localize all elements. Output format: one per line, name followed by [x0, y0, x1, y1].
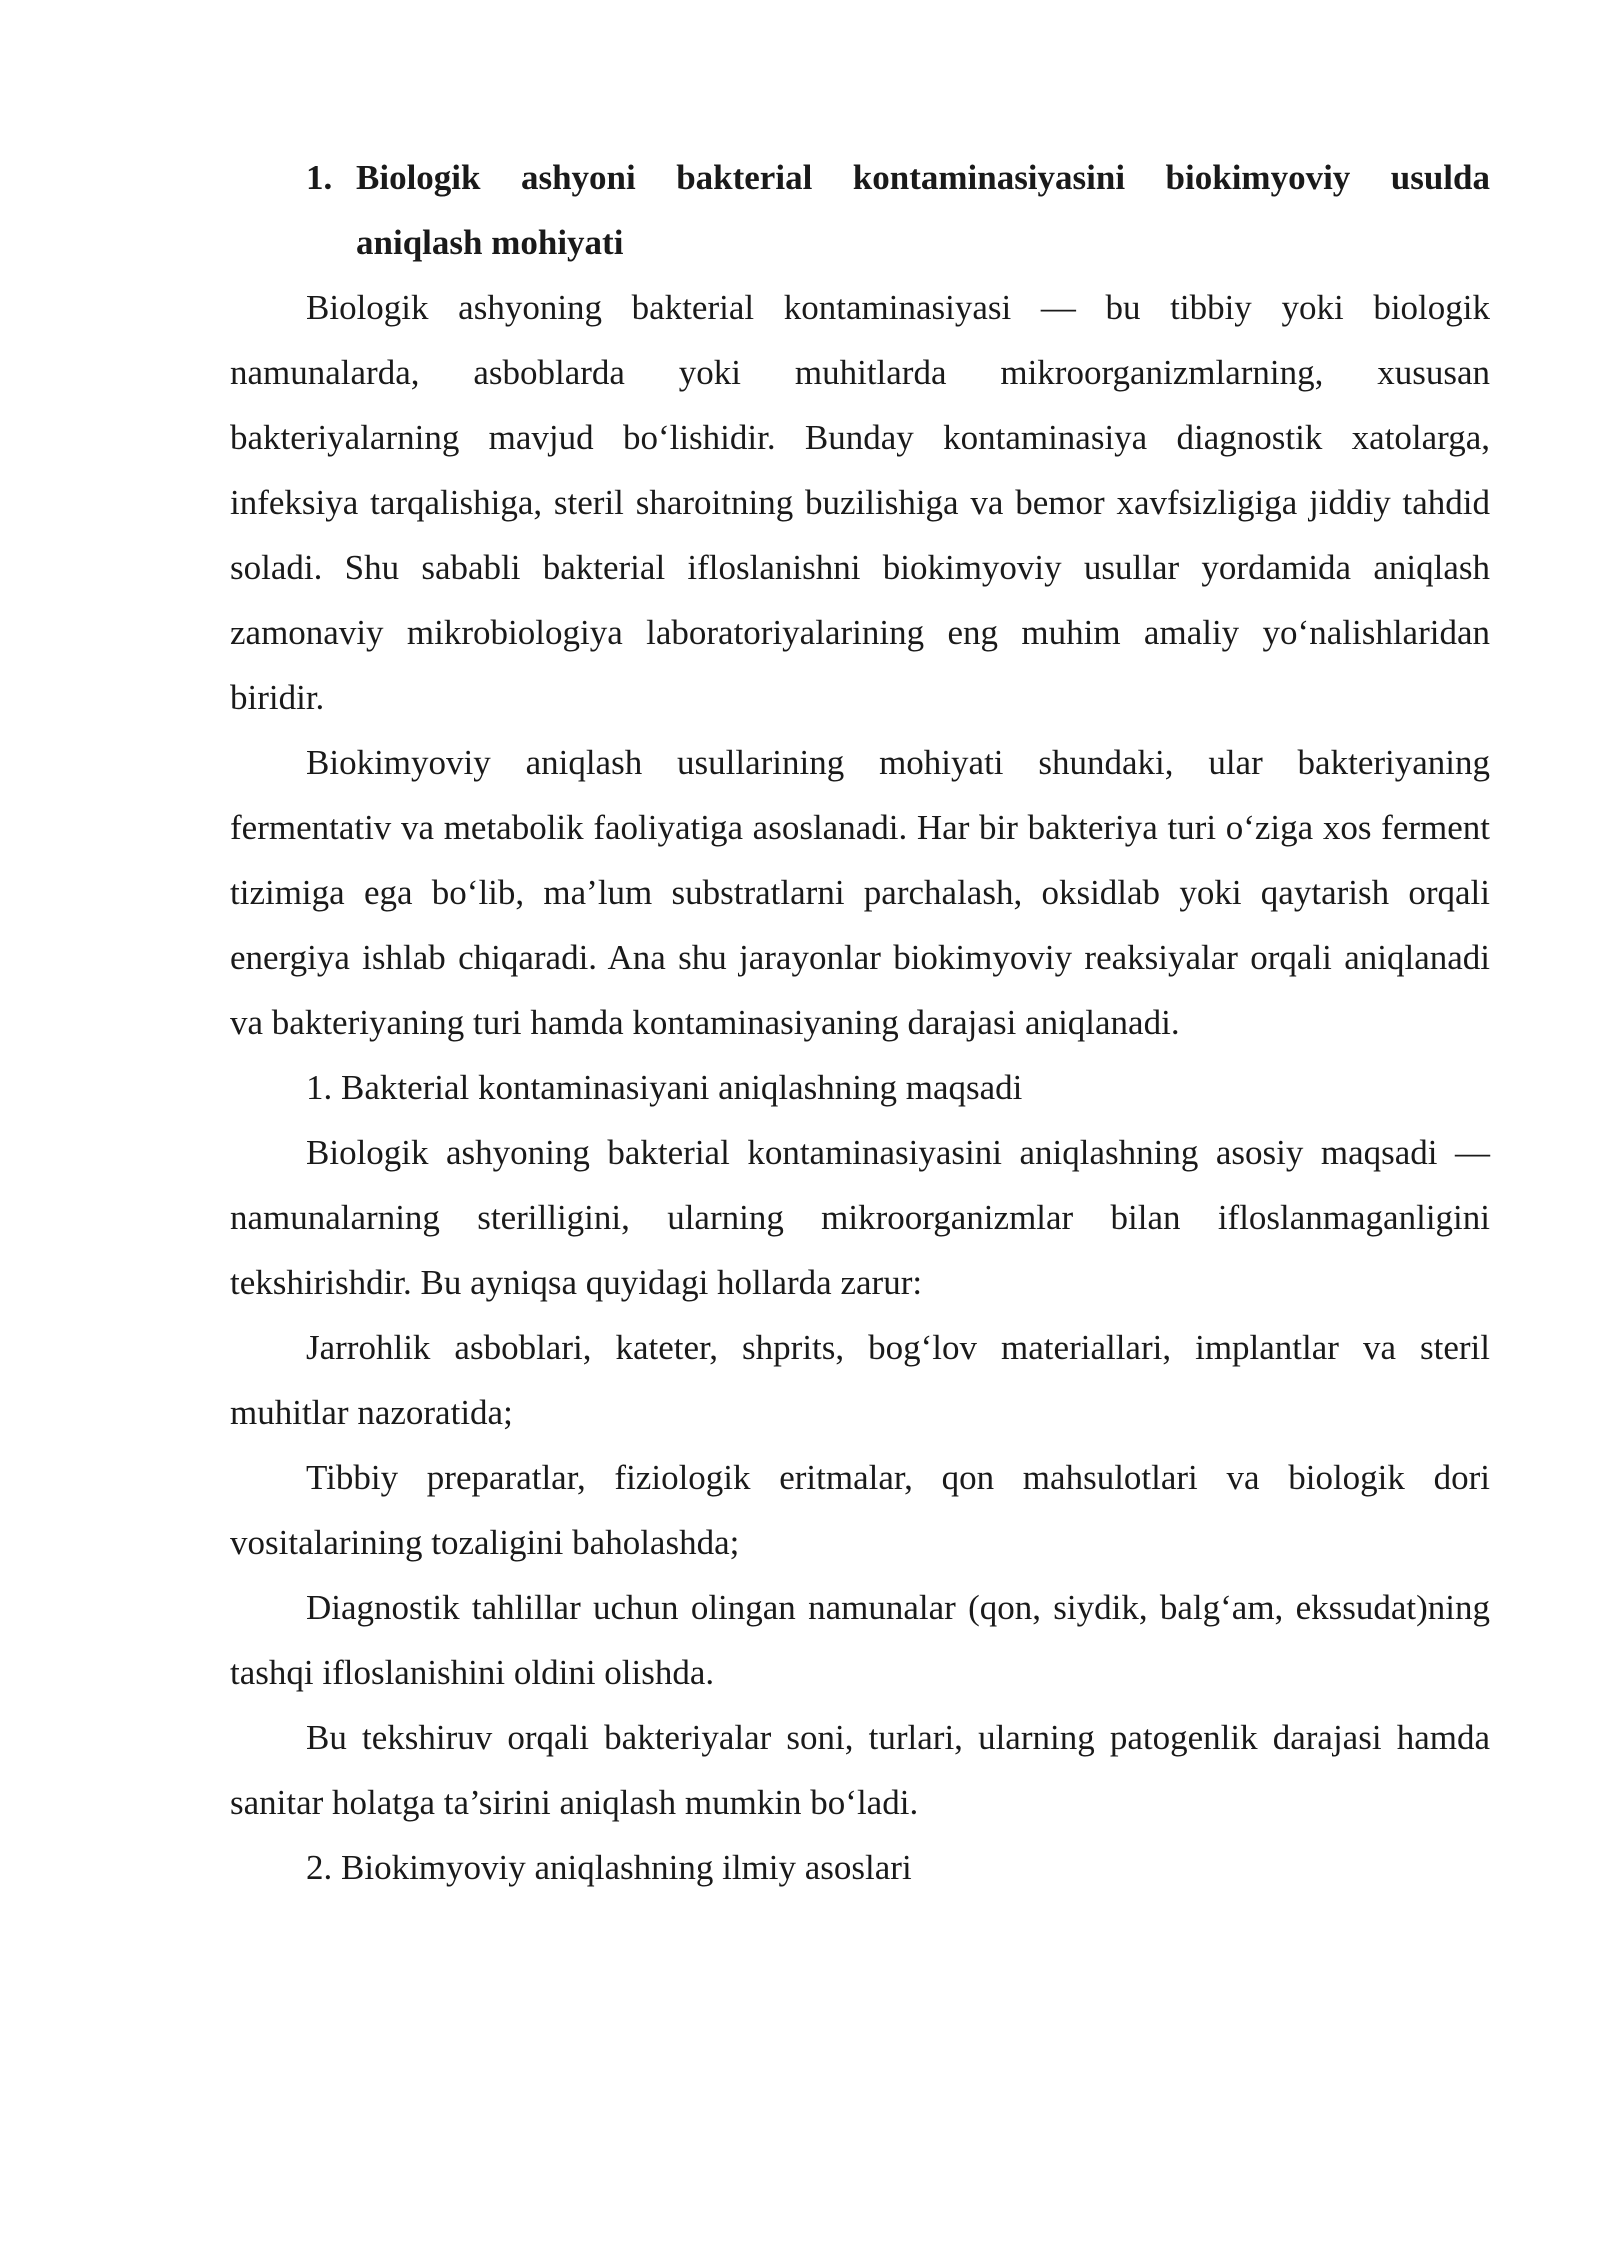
heading-line-2: aniqlash mohiyati: [356, 223, 624, 262]
paragraph-conclusion: Bu tekshiruv orqali bakteriyalar soni, turlari, ularning patogenlik darajasi hamda sanitar holatga ta’sirini aniqlash mumkin bo‘ladi.: [230, 1718, 1490, 1822]
section-heading: [230, 145, 1490, 275]
heading-number: 1.: [306, 158, 333, 197]
paragraph-case-diagnostics: Diagnostik tahlillar uchun olingan namunalar (qon, siydik, balg‘am, ekssudat)ning tashqi ifloslanishini oldini olishda.: [230, 1588, 1490, 1692]
paragraph-case-instruments: Jarrohlik asboblari, kateter, shprits, bog‘lov materiallari, implantlar va steril muhitlar nazoratida;: [230, 1328, 1490, 1432]
document-body: [230, 145, 1490, 1900]
heading-text: [356, 145, 1490, 275]
paragraph-purpose: Biologik ashyoning bakterial kontaminasiyasini aniqlashning asosiy maqsadi — namunalarning sterilligini, ularning mikroorganizmlar bilan ifloslanmaganligini tekshirishdir. Bu ayniqsa quyidagi hollarda zarur:: [230, 1133, 1490, 1302]
paragraph-case-preparations: Tibbiy preparatlar, fiziologik eritmalar, qon mahsulotlari va biologik dori vositalarining tozaligini baholashda;: [230, 1458, 1490, 1562]
paragraph-intro: Biologik ashyoning bakterial kontaminasiyasi — bu tibbiy yoki biologik namunalarda, asboblarda yoki muhitlarda mikroorganizmlarning, xususan bakteriyalarning mavjud bo‘lishidir. Bunday kontaminasiya diagnostik xatolarga, infeksiya tarqalishiga, steril sharoitning buzilishiga va bemor xavfsizligiga jiddiy tahdid soladi. Shu sababli bakterial ifloslanishni biokimyoviy usullar yordamida aniqlash zamonaviy mikrobiologiya laboratoriyalarining eng muhim amaliy yo‘nalishlaridan biridir.: [230, 288, 1490, 717]
subheading-purpose: 1. Bakterial kontaminasiyani aniqlashning maqsadi: [306, 1068, 1023, 1107]
subheading-scientific-basis: 2. Biokimyoviy aniqlashning ilmiy asoslari: [306, 1848, 912, 1887]
heading-line-1: Biologik ashyoni bakterial kontaminasiyasini biokimyoviy usulda: [356, 158, 1490, 197]
paragraph-essence: Biokimyoviy aniqlash usullarining mohiyati shundaki, ular bakteriyaning fermentativ va metabolik faoliyatiga asoslanadi. Har bir bakteriya turi o‘ziga xos ferment tizimiga ega bo‘lib, ma’lum substratlarni parchalash, oksidlab yoki qaytarish orqali energiya ishlab chiqaradi. Ana shu jarayonlar biokimyoviy reaksiyalar orqali aniqlanadi va bakteriyaning turi hamda kontaminasiyaning darajasi aniqlanadi.: [230, 743, 1490, 1042]
